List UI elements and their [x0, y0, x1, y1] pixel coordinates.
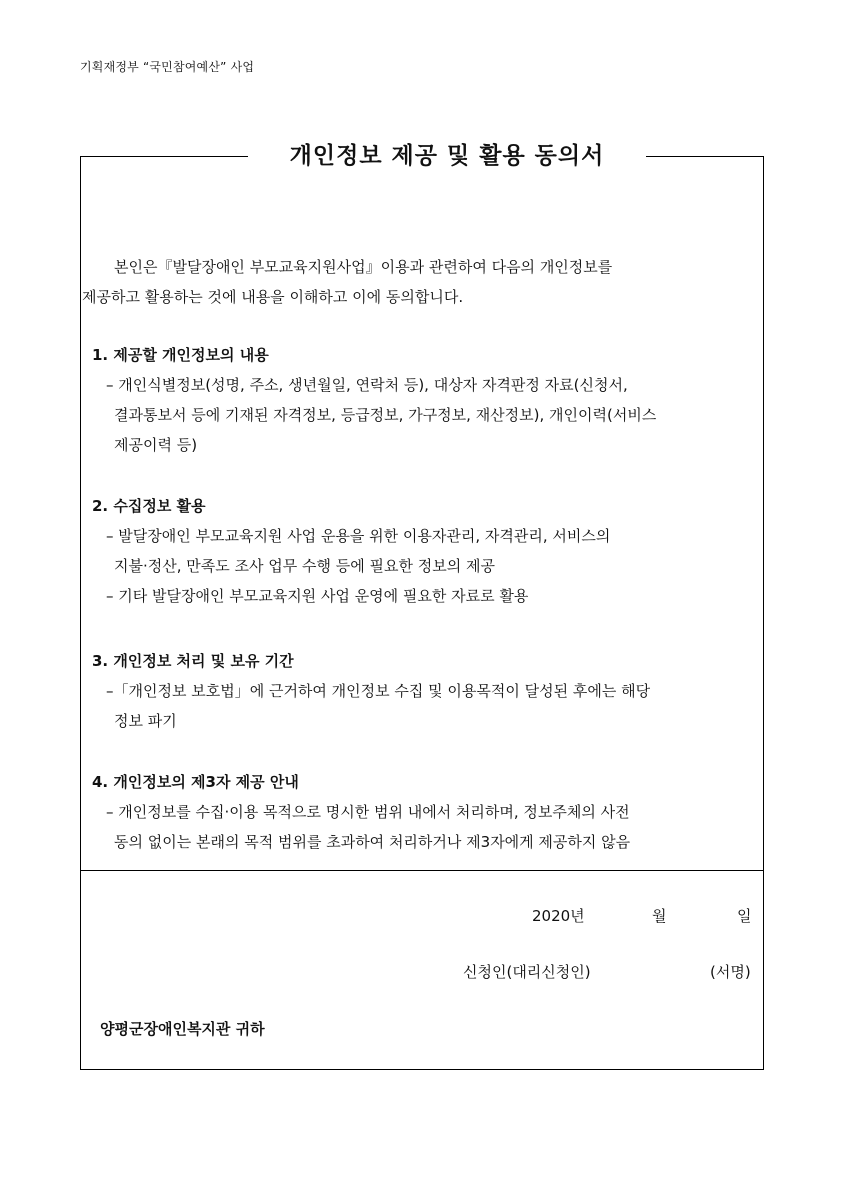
section-1 [92, 340, 757, 460]
section-3 [92, 646, 757, 736]
section-2-line-1: – 발달장애인 부모교육지원 사업 운용을 위한 이용자관리, 자격관리, 서비스의 [106, 527, 611, 545]
section-4-line-2: 동의 없이는 본래의 목적 범위를 초과하여 처리하거나 제3자에게 제공하지 않음 [114, 833, 631, 851]
date-month: 월 [652, 907, 667, 925]
frame-top-line-right [646, 156, 764, 157]
signature-divider [80, 870, 764, 871]
section-4 [92, 767, 757, 857]
intro-line-2: 제공하고 활용하는 것에 내용을 이해하고 이에 동의합니다. [82, 288, 464, 306]
section-2 [92, 491, 757, 611]
section-4-title: 4. 개인정보의 제3자 제공 안내 [92, 773, 299, 791]
section-2-line-3: – 기타 발달장애인 부모교육지원 사업 운영에 필요한 자료로 활용 [106, 587, 529, 605]
section-2-line-2: 지불·정산, 만족도 조사 업무 수행 등에 필요한 정보의 제공 [114, 557, 495, 575]
section-2-title: 2. 수집정보 활용 [92, 497, 206, 515]
header-note: 기획재정부 “국민참여예산” 사업 [80, 60, 255, 74]
section-1-line-3: 제공이력 등) [114, 436, 198, 454]
section-1-title: 1. 제공할 개인정보의 내용 [92, 346, 269, 364]
frame-top-line-left [80, 156, 248, 157]
section-1-line-1: – 개인식별정보(성명, 주소, 생년월일, 연락처 등), 대상자 자격판정 자료(신청서, [106, 376, 628, 394]
section-3-line-2: 정보 파기 [114, 712, 177, 730]
section-3-title: 3. 개인정보 처리 및 보유 기간 [92, 652, 294, 670]
recipient: 양평군장애인복지관 귀하 [100, 1020, 265, 1038]
date-day: 일 [737, 907, 752, 925]
document-title: 개인정보 제공 및 활용 동의서 [289, 143, 605, 169]
section-4-line-1: – 개인정보를 수집·이용 목적으로 명시한 범위 내에서 처리하며, 정보주체의 사전 [106, 803, 630, 821]
section-1-line-2: 결과통보서 등에 기재된 자격정보, 등급정보, 가구정보, 재산정보), 개인이력(서비스 [114, 406, 657, 424]
applicant-label: 신청인(대리신청인) [463, 963, 591, 981]
signature-label: (서명) [710, 963, 751, 981]
date-year: 2020년 [532, 907, 585, 925]
intro-line-1: 본인은『발달장애인 부모교육지원사업』이용과 관련하여 다음의 개인정보를 [114, 258, 613, 276]
section-3-line-1: –「개인정보 보호법」에 근거하여 개인정보 수집 및 이용목적이 달성된 후에는 해당 [106, 682, 651, 700]
intro-paragraph [82, 252, 752, 312]
